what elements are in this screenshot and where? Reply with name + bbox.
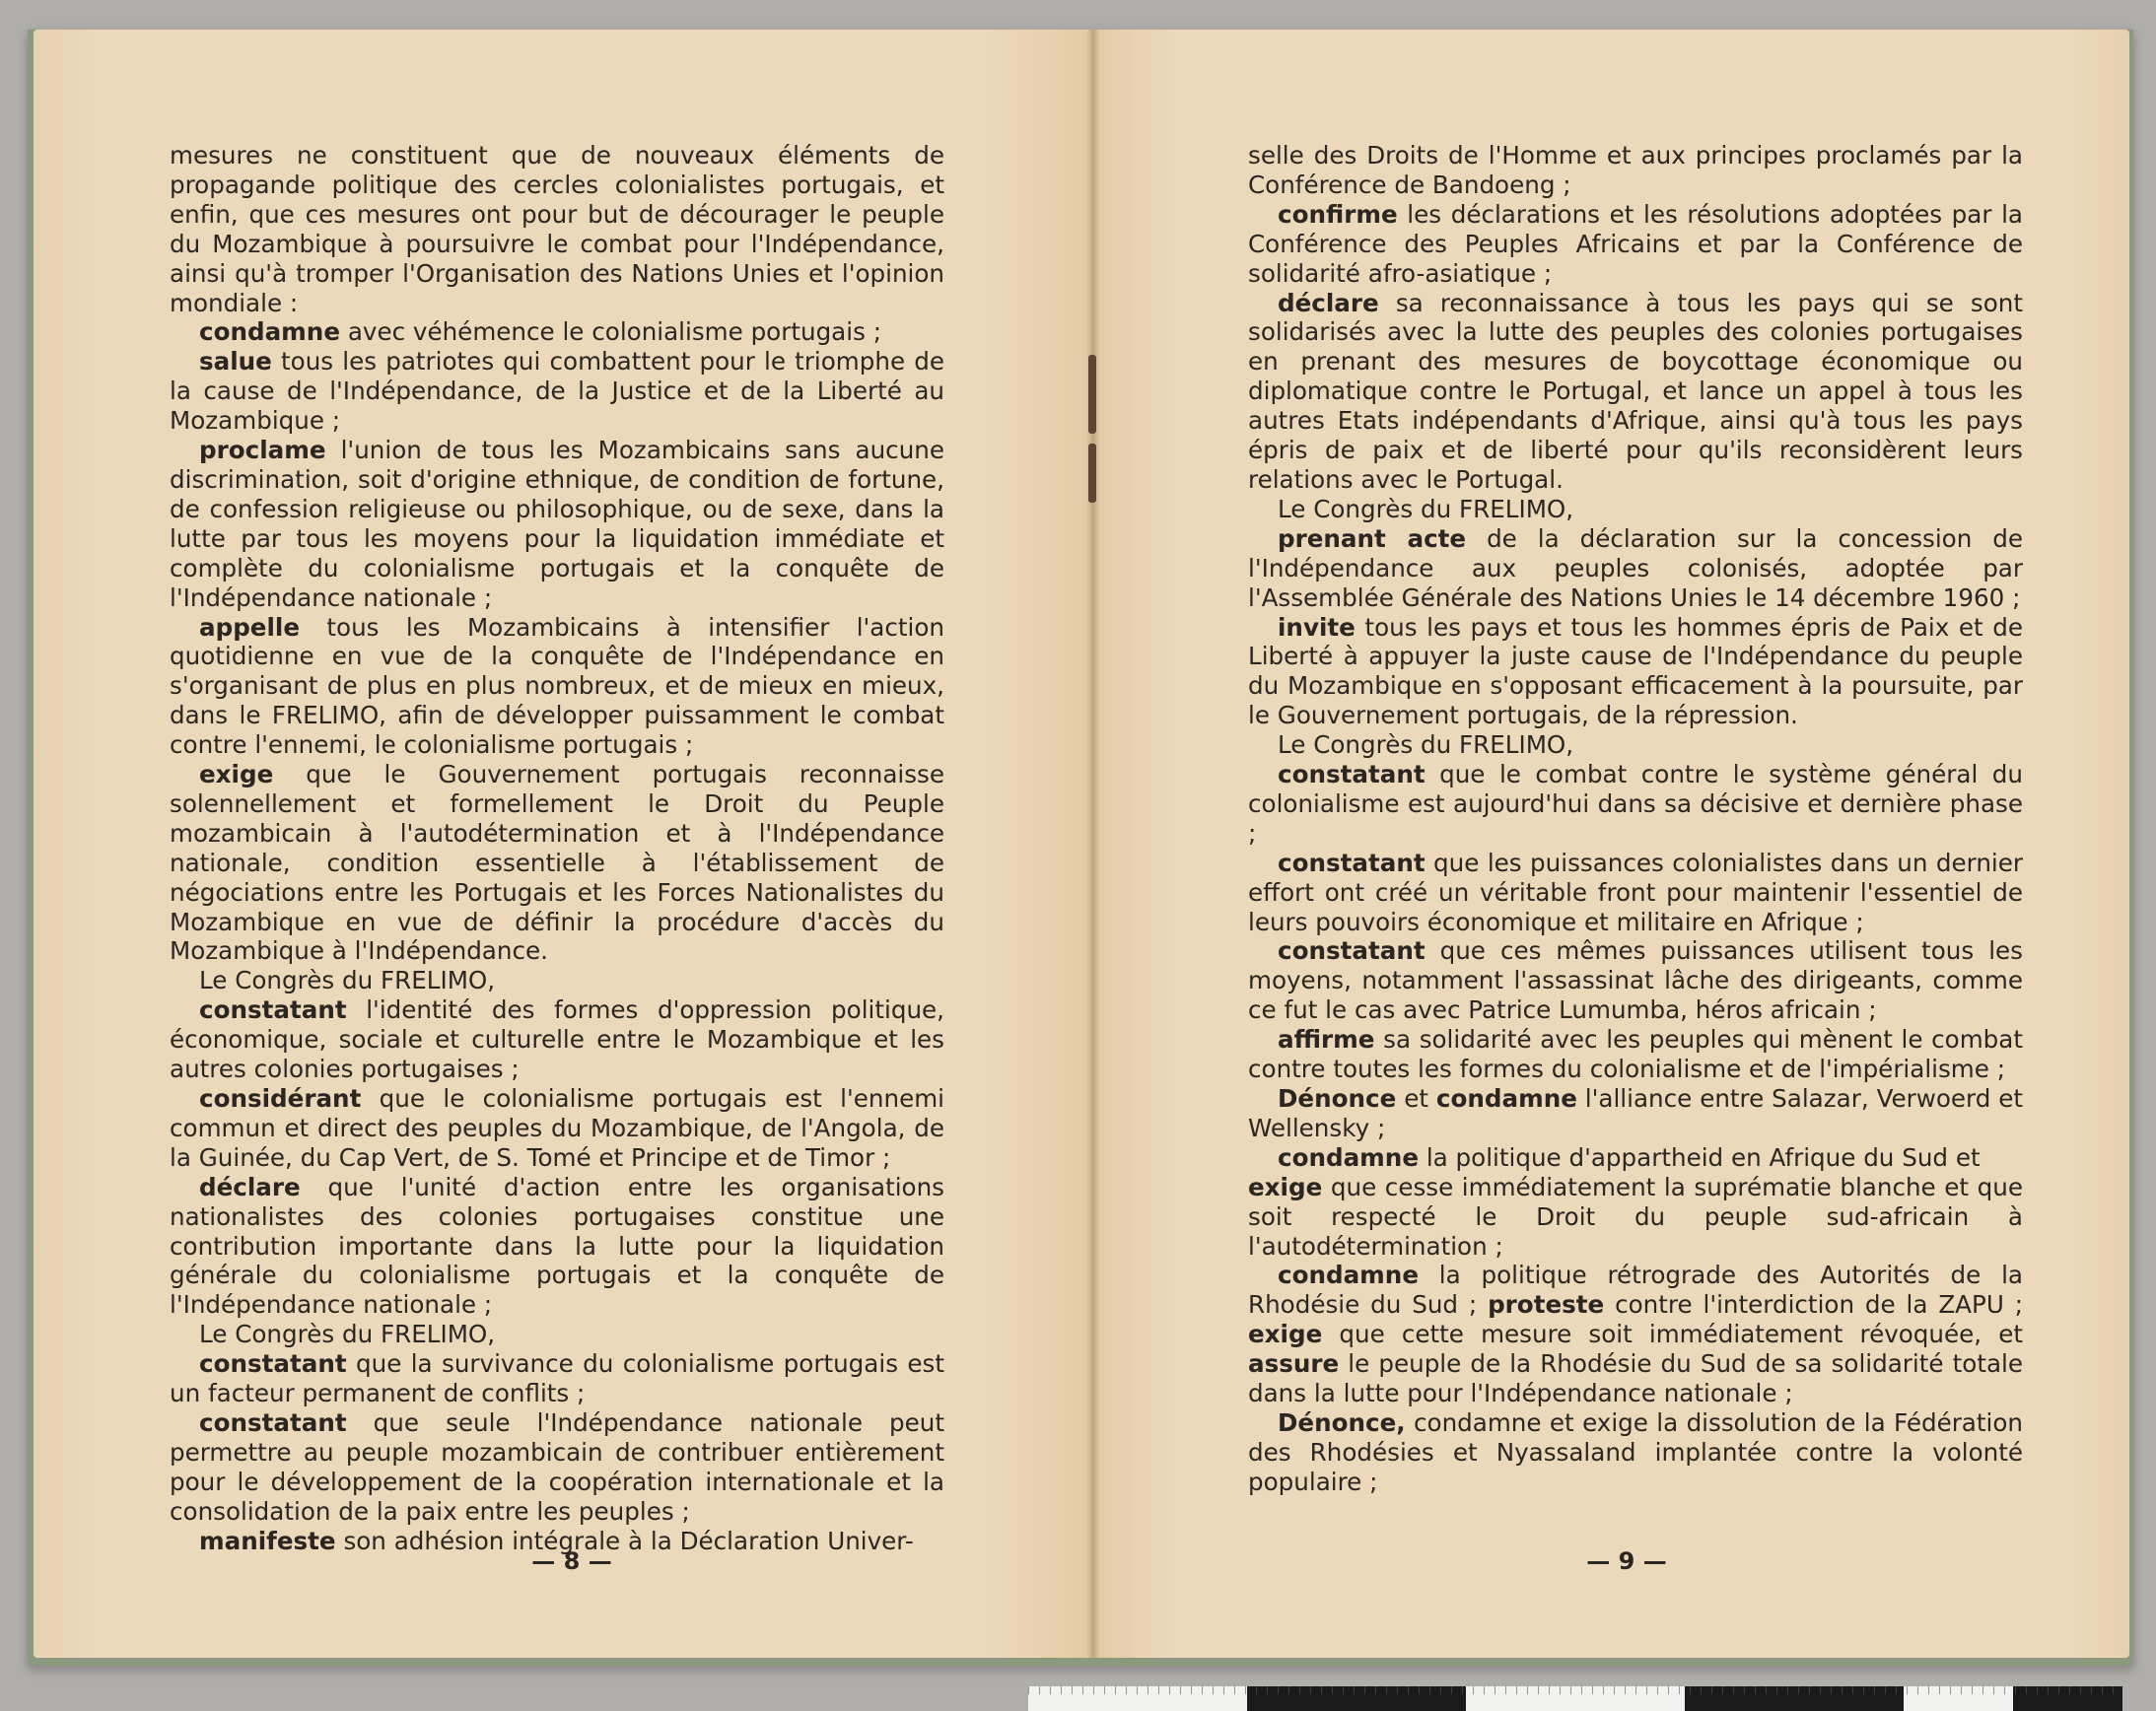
text-paragraph: [1248, 289, 2023, 495]
paragraph-text: sa solidarité avec les peuples qui mènent le combat contre toutes les formes du colonialisme et de l'impérialisme ;: [1248, 1025, 2023, 1084]
text-paragraph: [170, 1349, 944, 1408]
resolution-keyword: confirme: [1278, 199, 1398, 229]
resolution-keyword: Dénonce: [1278, 1084, 1397, 1113]
text-paragraph: [170, 1408, 944, 1527]
paragraph-text: que cesse immédiatement la suprématie blanche et que soit respecté le Droit du peuple sud-africain à l'autodétermination ;: [1248, 1172, 2023, 1261]
paragraph-text: l'alliance entre Salazar, Verwoerd et Wellensky ;: [1248, 1084, 2023, 1142]
resolution-keyword: condamne: [1278, 1142, 1419, 1172]
binding-gutter: [1086, 30, 1100, 1658]
paragraph-text: condamne et exige la dissolution de la Fédération des Rhodésies et Nyassaland implantée contre la volonté populaire ;: [1248, 1407, 2023, 1496]
measurement-scale: [1028, 1686, 2122, 1711]
resolution-keyword: considérant: [199, 1084, 362, 1113]
text-paragraph: [1248, 730, 2023, 760]
resolution-keyword: constatant: [199, 1349, 347, 1379]
resolution-keyword: exige: [199, 760, 274, 789]
resolution-keyword: exige: [1248, 1320, 1323, 1349]
text-paragraph: [170, 1173, 944, 1321]
text-paragraph: [170, 1320, 944, 1349]
resolution-keyword: assure: [1248, 1349, 1340, 1379]
open-booklet: [28, 30, 2133, 1666]
paragraph-text: Le Congrès du FRELIMO,: [199, 1320, 496, 1349]
resolution-keyword: constatant: [1278, 760, 1426, 789]
text-paragraph: [170, 760, 944, 966]
text-paragraph: [1248, 936, 2023, 1025]
paragraph-text: et: [1396, 1084, 1436, 1113]
text-paragraph: [170, 436, 944, 612]
resolution-keyword: condamne: [199, 317, 340, 347]
resolution-keyword: constatant: [199, 995, 347, 1025]
resolution-keyword: salue: [199, 347, 272, 376]
resolution-keyword: appelle: [199, 612, 301, 642]
staple-bottom: [1088, 444, 1096, 503]
paragraph-text: le peuple de la Rhodésie du Sud de sa solidarité totale dans la lutte pour l'Indépendance nationale ;: [1248, 1349, 2023, 1408]
text-paragraph: [1248, 200, 2023, 289]
text-paragraph: [1248, 495, 2023, 524]
paragraph-text: la politique rétrograde des Autorités de la Rhodésie du Sud ;: [1248, 1261, 2023, 1320]
paragraph-text: Le Congrès du FRELIMO,: [199, 966, 496, 995]
text-paragraph: [170, 141, 944, 317]
text-paragraph: [1248, 1408, 2023, 1497]
text-paragraph: [170, 317, 944, 347]
text-paragraph: [1248, 760, 2023, 849]
resolution-keyword: constatant: [1278, 848, 1426, 877]
paragraph-text: Le Congrès du FRELIMO,: [1278, 730, 1574, 760]
right-page-text: [1248, 141, 2023, 1497]
paragraph-text: avec véhémence le colonialisme portugais ;: [340, 317, 882, 347]
text-paragraph: [1248, 141, 2023, 200]
paragraph-text: mesures ne constituent que de nouveaux éléments de propagande politique des cercles colonialistes portugais, et enfin, que ces mesures ont pour but de décourager le peuple du Mozambique à poursuivre le combat pour l'Indépendance, ainsi qu'à tromper l'Organisation des Nations Unies et l'opinion mondiale :: [170, 141, 944, 317]
resolution-keyword: exige: [1248, 1172, 1323, 1201]
resolution-keyword: manifeste: [199, 1526, 336, 1555]
text-paragraph: [170, 995, 944, 1084]
text-paragraph: [170, 1084, 944, 1173]
staple-top: [1088, 355, 1096, 434]
paragraph-text: tous les pays et tous les hommes épris de Paix et de Liberté à appuyer la juste cause de l'Indépendance du peuple du Mozambique en s'opposant efficacement à la poursuite, par le Gouvernement portugais, de la répression.: [1248, 612, 2023, 730]
resolution-keyword: prenant acte: [1278, 523, 1467, 553]
text-paragraph: [1248, 849, 2023, 937]
resolution-keyword: proclame: [199, 436, 326, 465]
right-page: [1092, 30, 2129, 1658]
paragraph-text: les déclarations et les résolutions adoptées par la Conférence des Peuples Africains et par la Conférence de solidarité afro-asiatique ;: [1248, 199, 2023, 288]
paragraph-text: l'identité des formes d'oppression politique, économique, sociale et culturelle entre le Mozambique et les autres colonies portugaises ;: [170, 995, 944, 1084]
paragraph-text: contre l'interdiction de la ZAPU ;: [1604, 1290, 2024, 1320]
text-paragraph: [170, 613, 944, 761]
resolution-keyword: constatant: [199, 1407, 347, 1437]
resolution-keyword: invite: [1278, 612, 1356, 642]
paragraph-text: tous les patriotes qui combattent pour le triomphe de la cause de l'Indépendance, de la Justice et de la Liberté au Mozambique ;: [170, 347, 944, 436]
resolution-keyword: condamne: [1435, 1084, 1577, 1113]
resolution-keyword: proteste: [1488, 1290, 1605, 1320]
page-number-right: — 9 —: [1586, 1547, 1667, 1575]
paragraph-text: sa reconnaissance à tous les pays qui se sont solidarisés avec la lutte des peuples des colonies portugaises en prenant des mesures de boycottage économique ou diplomatique contre le Portugal, et lance un appel à tous les autres Etats indépendants d'Afrique, ainsi qu'à tous les pays épris de paix et de liberté pour qu'ils reconsidèrent leurs relations avec le Portugal.: [1248, 288, 2023, 494]
resolution-keyword: Dénonce,: [1278, 1407, 1406, 1437]
text-paragraph: [1248, 524, 2023, 613]
paragraph-text: Le Congrès du FRELIMO,: [1278, 494, 1574, 523]
text-paragraph: [170, 347, 944, 436]
paragraph-text: de la déclaration sur la concession de l'Indépendance aux peuples colonisés, adoptée par l'Assemblée Générale des Nations Unies le 14 décembre 1960 ;: [1248, 523, 2023, 612]
text-paragraph: [170, 966, 944, 995]
paragraph-text: l'union de tous les Mozambicains sans aucune discrimination, soit d'origine ethnique, de condition de fortune, de confession religieuse ou philosophique, ou de sexe, dans la lutte par tous les moyens pour la liquidation immédiate et complète du colonialisme portugais et la conquête de l'Indépendance nationale ;: [170, 436, 944, 612]
paragraph-text: que le Gouvernement portugais reconnaisse solennellement et formellement le Droit du Peuple mozambicain à l'autodétermination et à l'Indépendance nationale, condition essentielle à l'établissement de négociations entre les Portugais et les Forces Nationalistes du Mozambique en vue de définir la procédure d'accès du Mozambique à l'Indépendance.: [170, 760, 944, 966]
left-page-text: [170, 141, 944, 1556]
paragraph-text: que ces mêmes puissances utilisent tous les moyens, notamment l'assassinat lâche des dirigeants, comme ce fut le cas avec Patrice Lumumba, héros africain ;: [1248, 936, 2023, 1025]
paragraph-text: selle des Droits de l'Homme et aux principes proclamés par la Conférence de Bandoeng ;: [1248, 141, 2023, 199]
resolution-keyword: déclare: [199, 1172, 301, 1201]
paragraph-text: que l'unité d'action entre les organisations nationalistes des colonies portugaises constitue une contribution importante dans la lutte pour la liquidation générale du colonialisme portugais et la conquête de l'Indépendance nationale ;: [170, 1172, 944, 1320]
page-number-left: — 8 —: [531, 1547, 612, 1575]
paragraph-text: son adhésion intégrale à la Déclaration Univer-: [335, 1526, 914, 1555]
paragraph-text: que les puissances colonialistes dans un dernier effort ont créé un véritable front pour maintenir l'essentiel de leurs pouvoirs économique et militaire en Afrique ;: [1248, 848, 2023, 936]
paragraph-text: que le colonialisme portugais est l'ennemi commun et direct des peuples du Mozambique, de l'Angola, de la Guinée, du Cap Vert, de S. Tomé et Principe et de Timor ;: [170, 1084, 944, 1172]
text-paragraph: [1248, 613, 2023, 731]
paragraph-text: la politique d'appartheid en Afrique du Sud et: [1419, 1142, 1981, 1172]
paragraph-text: que cette mesure soit immédiatement révoquée, et: [1322, 1320, 2023, 1349]
text-paragraph: [1248, 1143, 2023, 1262]
left-page: [34, 30, 1092, 1658]
text-paragraph: [1248, 1261, 2023, 1408]
text-paragraph: [1248, 1084, 2023, 1143]
paragraph-text: que seule l'Indépendance nationale peut permettre au peuple mozambicain de contribuer entièrement pour le développement de la coopération internationale et la consolidation de la paix entre les peuples ;: [170, 1407, 944, 1526]
resolution-keyword: constatant: [1278, 936, 1426, 966]
paragraph-text: tous les Mozambicains à intensifier l'action quotidienne en vue de la conquête de l'Indépendance en s'organisant de plus en plus nombreux, et de mieux en mieux, dans le FRELIMO, afin de développer puissamment le combat contre l'ennemi, le colonialisme portugais ;: [170, 612, 944, 760]
paragraph-text: que le combat contre le système général du colonialisme est aujourd'hui dans sa décisive et dernière phase ;: [1248, 760, 2023, 848]
resolution-keyword: déclare: [1278, 288, 1379, 317]
resolution-keyword: affirme: [1278, 1025, 1375, 1055]
resolution-keyword: condamne: [1278, 1261, 1419, 1290]
text-paragraph: [1248, 1025, 2023, 1084]
paragraph-text: que la survivance du colonialisme portugais est un facteur permanent de conflits ;: [170, 1349, 944, 1408]
